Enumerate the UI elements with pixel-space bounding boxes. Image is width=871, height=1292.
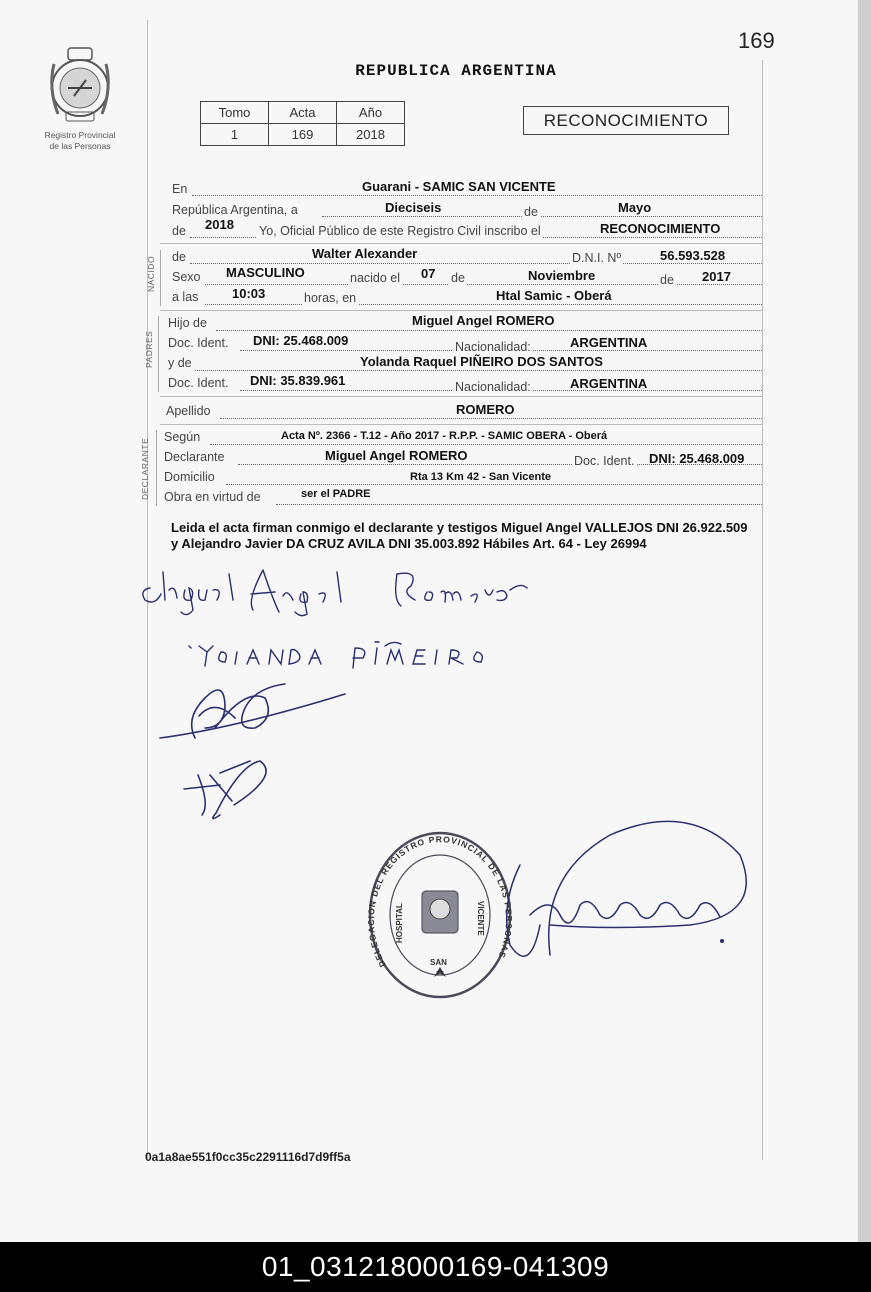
declarante-doc-value: DNI: 25.468.009	[649, 451, 745, 466]
domicilio-value: Rta 13 Km 42 - San Vicente	[410, 471, 552, 483]
oficial-label: Yo, Oficial Público de este Registro Civil inscribo el	[259, 224, 541, 238]
declarante-side-label: DECLARANTE	[140, 437, 150, 500]
tomo-header: Tomo	[201, 102, 269, 124]
day-value: Dieciseis	[385, 200, 442, 215]
act-value: RECONOCIMIENTO	[600, 221, 721, 236]
registry-logo	[40, 44, 120, 131]
hijo-de-label: Hijo de	[168, 316, 207, 330]
closing-text: Leida el acta firman conmigo el declarante y testigos Miguel Angel VALLEJOS DNI 26.922.509 y Alejandro Javier DA CRUZ AVILA DNI 35.003.892 Hábiles Art. 64 - Ley 26994	[171, 520, 748, 551]
sexo-value: MASCULINO	[226, 265, 305, 280]
domicilio-label: Domicilio	[164, 470, 215, 484]
dotted-line	[322, 216, 762, 217]
acta-header: Acta	[269, 102, 337, 124]
de2-label: de	[172, 224, 186, 238]
scan-edge	[858, 0, 871, 1242]
logo-caption-line-1: Registro Provincial	[44, 130, 116, 140]
declarante-value: Miguel Angel ROMERO	[325, 448, 468, 463]
father-doc-label: Doc. Ident.	[168, 336, 229, 350]
nacido-bracket	[160, 250, 165, 306]
dotted-line	[220, 418, 762, 419]
dotted-line	[205, 304, 762, 305]
segun-value: Acta Nº. 2366 - T.12 - Año 2017 - R.P.P. - SAMIC OBERA - Oberá	[281, 430, 608, 442]
mother-nationality-value: ARGENTINA	[570, 376, 648, 391]
dotted-line	[205, 284, 762, 285]
page-number: 169	[738, 28, 775, 53]
father-nationality-value: ARGENTINA	[570, 335, 648, 350]
dotted-line	[276, 504, 762, 505]
en-label: En	[172, 182, 188, 196]
mother-name-value: Yolanda Raquel PIÑEIRO DOS SANTOS	[360, 354, 603, 369]
tomo-acta-year-table	[200, 101, 405, 146]
stamp-ring-text: DELEGACION DEL REGISTRO PROVINCIAL DE LAS PERSONAS	[365, 834, 515, 969]
scan-footer-code: 01_031218000169-041309	[0, 1242, 871, 1292]
signature-miguel-romero	[135, 560, 535, 620]
stamp-san-text: SAN	[430, 958, 447, 967]
dotted-line	[190, 263, 762, 264]
dni-label: D.N.I. Nº	[572, 251, 622, 265]
nacido-side-label: NACIDO	[146, 255, 156, 292]
dotted-line	[192, 195, 762, 196]
divider	[160, 243, 762, 244]
nacido-de-label-3: de	[660, 273, 674, 287]
tomo-value: 1	[201, 124, 269, 146]
alas-label: a las	[172, 290, 199, 304]
act-type-box: RECONOCIMIENTO	[523, 106, 729, 135]
stamp-vicente-text: VICENTE	[476, 901, 485, 936]
padres-side-label: PADRES	[144, 330, 154, 368]
padres-bracket	[158, 316, 163, 392]
declarante-bracket	[156, 430, 161, 506]
obra-value: ser el PADRE	[301, 488, 371, 500]
year-value: 2018	[337, 124, 405, 146]
divider	[160, 310, 762, 311]
father-doc-value: DNI: 25.468.009	[253, 333, 349, 348]
father-nationality-label: Nacionalidad:	[455, 340, 531, 354]
nacido-de-label-2: de	[451, 271, 465, 285]
dotted-line	[195, 370, 762, 371]
official-signature	[490, 805, 770, 985]
location-value: Guarani - SAMIC SAN VICENTE	[362, 179, 556, 194]
nacido-de-label: de	[172, 250, 186, 264]
dotted-line	[210, 444, 762, 445]
acta-value: 169	[269, 124, 337, 146]
birth-day-value: 07	[421, 266, 436, 281]
birth-year-value: 2017	[702, 269, 731, 284]
apellido-value: ROMERO	[456, 402, 515, 417]
witness-signature-1	[155, 668, 355, 748]
document-title: REPUBLICA ARGENTINA	[355, 62, 557, 80]
republica-label: República Argentina, a	[172, 203, 298, 217]
logo-caption-line-2: de las Personas	[49, 141, 111, 151]
declarante-doc-label: Doc. Ident.	[574, 454, 635, 468]
mother-nationality-label: Nacionalidad:	[455, 380, 531, 394]
mother-doc-label: Doc. Ident.	[168, 376, 229, 390]
divider	[160, 424, 762, 425]
child-dni-value: 56.593.528	[660, 248, 726, 263]
month-value: Mayo	[618, 200, 652, 215]
dotted-line	[216, 330, 762, 331]
nacido-el-label: nacido el	[350, 271, 401, 285]
divider	[160, 396, 762, 397]
right-margin-line	[762, 60, 763, 1160]
segun-label: Según	[164, 430, 201, 444]
horas-label: horas, en	[304, 291, 357, 305]
document-hash: 0a1a8ae551f0cc35c2291116d7d9ff5a	[145, 1150, 351, 1164]
child-name-value: Walter Alexander	[312, 246, 418, 261]
birth-month-value: Noviembre	[528, 268, 596, 283]
mother-doc-value: DNI: 35.839.961	[250, 373, 346, 388]
yde-label: y de	[168, 356, 192, 370]
obra-label: Obra en virtud de	[164, 490, 261, 504]
stamp-hospital-text: HOSPITAL	[395, 903, 404, 943]
birth-time-value: 10:03	[232, 286, 266, 301]
father-name-value: Miguel Angel ROMERO	[412, 313, 555, 328]
intro-year-value: 2018	[205, 217, 234, 232]
year-header: Año	[337, 102, 405, 124]
declarante-label: Declarante	[164, 450, 225, 464]
apellido-label: Apellido	[166, 404, 211, 418]
witness-signature-2	[180, 755, 290, 825]
logo-caption	[30, 130, 130, 152]
sexo-label: Sexo	[172, 270, 201, 284]
dotted-line	[226, 484, 762, 485]
de-label: de	[524, 205, 538, 219]
birth-place-value: Htal Samic - Oberá	[496, 288, 612, 303]
